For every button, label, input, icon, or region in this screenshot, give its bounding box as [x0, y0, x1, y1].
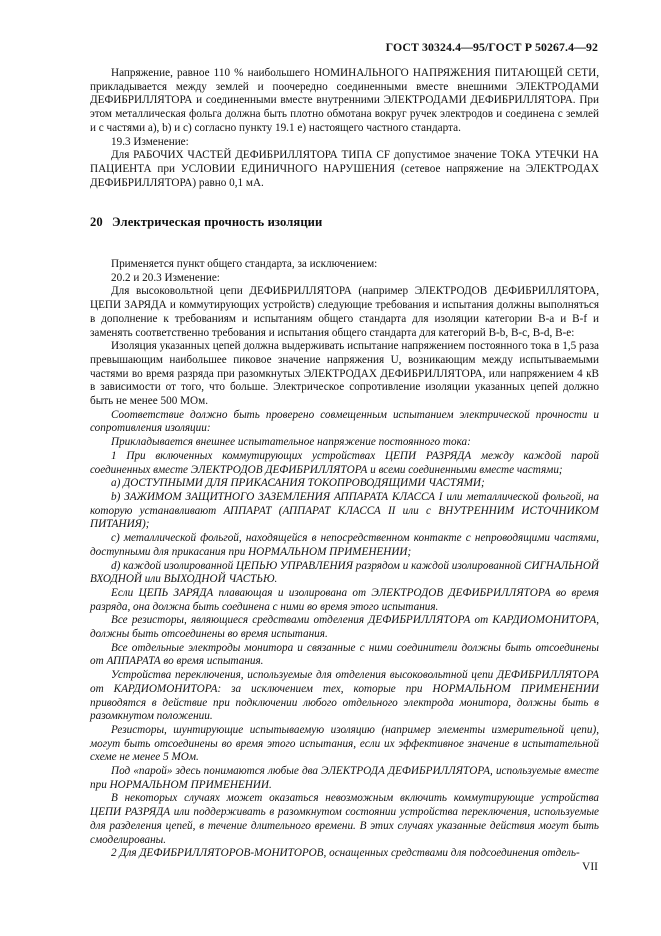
section-title: Электрическая прочность изоляции [112, 215, 323, 230]
italic-paragraph: 2 Для ДЕФИБРИЛЛЯТОРОВ-МОНИТОРОВ, оснащенных средствами для подсоединения отдель- [111, 847, 580, 860]
paragraph: Для РАБОЧИХ ЧАСТЕЙ ДЕФИБРИЛЛЯТОРА ТИПА CF допустимое значение ТОКА УТЕЧКИ НА ПАЦИЕНТА при УСЛОВИИ ЕДИНИЧНОГО НАРУШЕНИЯ (сетевое напряжение на ЭЛЕКТРОДАХ ДЕФИБРИЛЛЯТОРА) равно 0,1 мА. [90, 149, 599, 189]
page-number: VII [582, 861, 598, 873]
running-header: ГОСТ 30324.4—95/ГОСТ Р 50267.4—92 [385, 40, 598, 54]
italic-paragraph: Прикладывается внешнее испытательное напряжение постоянного тока: [111, 436, 471, 449]
italic-paragraph: а) ДОСТУПНЫМИ ДЛЯ ПРИКАСАНИЯ ТОКОПРОВОДЯЩИМИ ЧАСТЯМИ; [111, 477, 485, 490]
paragraph: 20.2 и 20.3 Изменение: [111, 271, 220, 284]
italic-paragraph: d) каждой изолированной ЦЕПЬЮ УПРАВЛЕНИЯ разрядом и каждой изолированной СИГНАЛЬНОЙ ВХОДНОЙ или ВЫХОДНОЙ ЧАСТЬЮ. [90, 559, 599, 586]
italic-paragraph: b) ЗАЖИМОМ ЗАЩИТНОГО ЗАЗЕМЛЕНИЯ АППАРАТА КЛАССА I или металлической фольгой, на которую устанавливают АППАРАТ (АППАРАТ КЛАССА II или с ВНУТРЕННИМ ИСТОЧНИКОМ ПИТАНИЯ); [90, 490, 599, 531]
paragraph: Применяется пункт общего стандарта, за исключением: [111, 258, 378, 271]
section-heading [90, 216, 599, 230]
paragraph: Изоляция указанных цепей должна выдерживать испытание напряжением постоянного тока в 1,5 раза превышающим наибольшее пиковое значение напряжения U, возникающим между испытываемыми частями во время разряда при разомкнутых ЭЛЕКТРОДАХ ДЕФИБРИЛЛЯТОРА, или напряжением 4 кВ в зависимости от того, что больше. Электрическое сопротивление изоляции указанных цепей должно быть не менее 500 МОм. [90, 340, 599, 408]
italic-paragraph: c) металлической фольгой, находящейся в непосредственном контакте с непроводящими частями, доступными для прикасания при НОРМАЛЬНОМ ПРИМЕНЕНИИ; [90, 532, 599, 558]
italic-paragraph: 1 При включенных коммутирующих устройствах ЦЕПИ РАЗРЯДА между каждой парой соединенных вместе ЭЛЕКТРОДОВ ДЕФИБРИЛЛЯТОРА и всеми соединенными вместе частями; [90, 449, 599, 476]
paragraph: Для высоковольтной цепи ДЕФИБРИЛЛЯТОРА (например ЭЛЕКТРОДОВ ДЕФИБРИЛЛЯТОРА, ЦЕПИ ЗАРЯДА и коммутирующих устройств) следующие требования и испытания должны выполняться в дополнение к требованиям и испытаниям общего стандарта для изоляции категории В-а и В-f и заменять соответственно требования и испытания общего стандарта для категорий В-b, В-с, В-d, В-е: [90, 285, 599, 339]
page-body [90, 67, 599, 861]
italic-paragraph: Устройства переключения, используемые для отделения высоковольтной цепи ДЕФИБРИЛЛЯТОРА от КАРДИОМОНИТОРА: за исключением тех, которые при НОРМАЛЬНОМ ПРИМЕНЕНИИ приводятся в действие при подключении любого отдельного электрода монитора, должны быть в разомкнутом положении. [90, 669, 599, 723]
paragraph: Напряжение, равное 110 % наибольшего НОМИНАЛЬНОГО НАПРЯЖЕНИЯ ПИТАЮЩЕЙ СЕТИ, прикладывается между землей и поочередно соединенными вместе внешними ЭЛЕКТРОДАМИ ДЕФИБРИЛЛЯТОРА и соединенными вместе внутренними ЭЛЕКТРОДАМИ ДЕФИБРИЛЛЯТОРА. При этом металлическая фольга должна быть плотно обмотана вокруг ручек электродов и соединена с землей и с частями a), b) и c) согласно пункту 19.1 е) настоящего частного стандарта. [90, 67, 599, 134]
paragraph: 19.3 Изменение: [111, 135, 189, 148]
italic-paragraph: Резисторы, шунтирующие испытываемую изоляцию (например элементы измерительной цепи), могут быть отсоединены во время этого испытания, если их эффективное значение в испытательной схеме не менее 5 МОм. [90, 723, 599, 764]
italic-paragraph: Если ЦЕПЬ ЗАРЯДА плавающая и изолирована от ЭЛЕКТРОДОВ ДЕФИБРИЛЛЯТОРА во время разряда, она должна быть соединена с ними во время этого испытания. [90, 586, 599, 613]
italic-paragraph: Все отдельные электроды монитора и связанные с ними соединители должны быть отсоединены от АППАРАТА во время испытания. [90, 641, 599, 668]
italic-paragraph: Все резисторы, являющиеся средствами отделения ДЕФИБРИЛЛЯТОРА от КАРДИОМОНИТОРА, должны быть отсоединены во время испытания. [90, 614, 599, 641]
italic-paragraph: Соответствие должно быть проверено совмещенным испытанием электрической прочности и сопротивления изоляции: [90, 408, 599, 435]
italic-paragraph: В некоторых случаях может оказаться невозможным включить коммутирующие устройства ЦЕПИ РАЗРЯДА или поддерживать в разомкнутом состоянии устройства переключения, используемые для разделения цепей, в течение длительного времени. В этих случаях указанные действия могут быть смоделированы. [90, 792, 599, 846]
section-number: 20 [90, 215, 103, 230]
italic-paragraph: Под «парой» здесь понимаются любые два ЭЛЕКТРОДА ДЕФИБРИЛЛЯТОРА, используемые вместе при НОРМАЛЬНОМ ПРИМЕНЕНИИ. [90, 765, 599, 791]
